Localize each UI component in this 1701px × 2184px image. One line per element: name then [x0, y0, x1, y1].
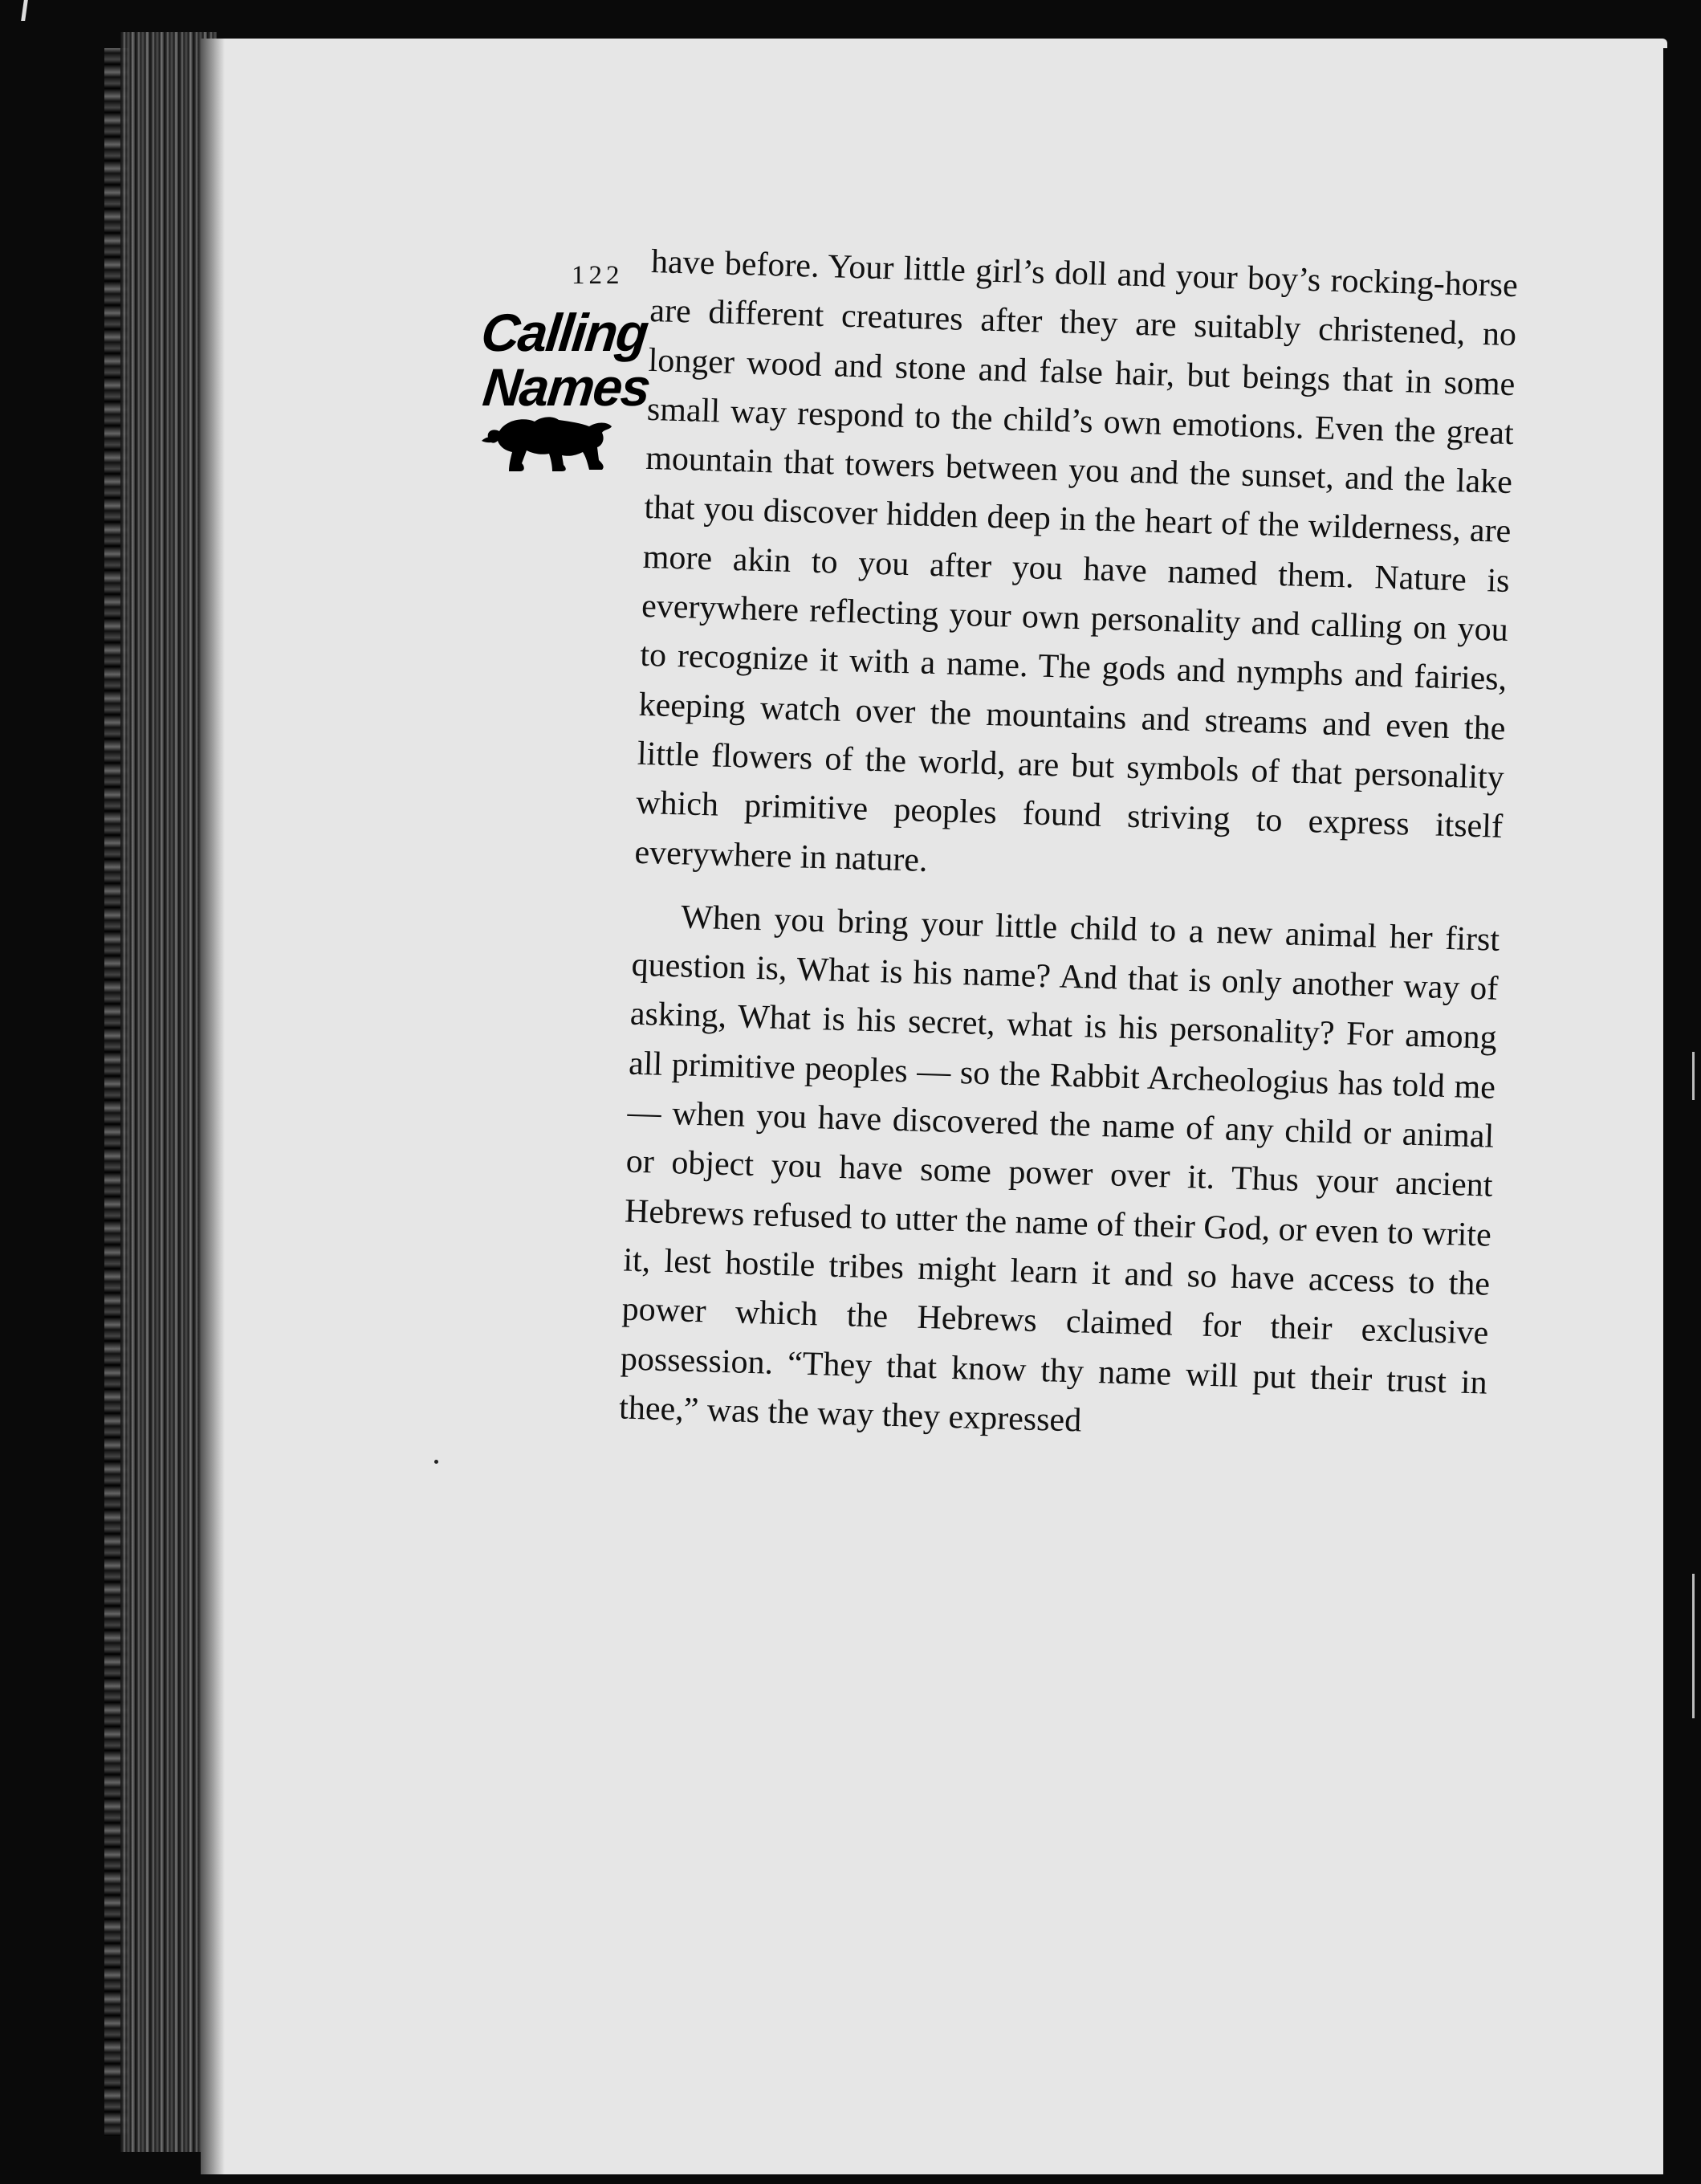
paragraph: have before. Your little girl’s doll and your boy’s rocking-horse are different creatures after they are suitably christened, no longer wood and stone and false hair, but beings that in some small way respond to the child’s own emotions. Even the great mountain that towers between you and the sunset, and the lake that you discover hidden deep in the heart of the wilderness, are more akin to you after you have named them. Nature is everywhere reflecting your own personality and calling on you to recognize it with a name. The gods and nymphs and fairies, keeping watch over the mountains and streams and even the little flowers of the world, are but symbols of that personality which primitive peoples found striving to express itself everywhere in nature.: [633, 242, 1519, 879]
lion-icon: [482, 414, 614, 478]
running-title-line-1: Calling: [478, 303, 650, 362]
scan-speck: [1692, 1574, 1695, 1718]
page-number: 122: [572, 261, 624, 290]
scan-dust-dot: [434, 1460, 438, 1464]
running-title-line-2: Names: [480, 357, 653, 417]
paragraph: When you bring your little child to a new animal her first question is, What is his name? And that is only another way of asking, What is his secret, what is his personality? For among all primitive peoples — so the Rabbit Archeologius has told me — when you have discovered the name of any child or animal or object you have some power over it. Thus your ancient Hebrews refused to utter the name of their God, or even to write it, lest hostile tribes might learn it and so have access to the power which the Hebrews claimed for their exclusive possession. “They that know thy name will put their trust in thee,” was the way they expressed: [618, 898, 1500, 1440]
running-title: [478, 303, 666, 417]
scan-background-right: [1663, 48, 1701, 2184]
gutter-shadow: [201, 39, 225, 2174]
scan-speck: [1692, 1052, 1695, 1100]
body-text: [618, 238, 1518, 1457]
scan-edge-mark: [21, 0, 28, 21]
